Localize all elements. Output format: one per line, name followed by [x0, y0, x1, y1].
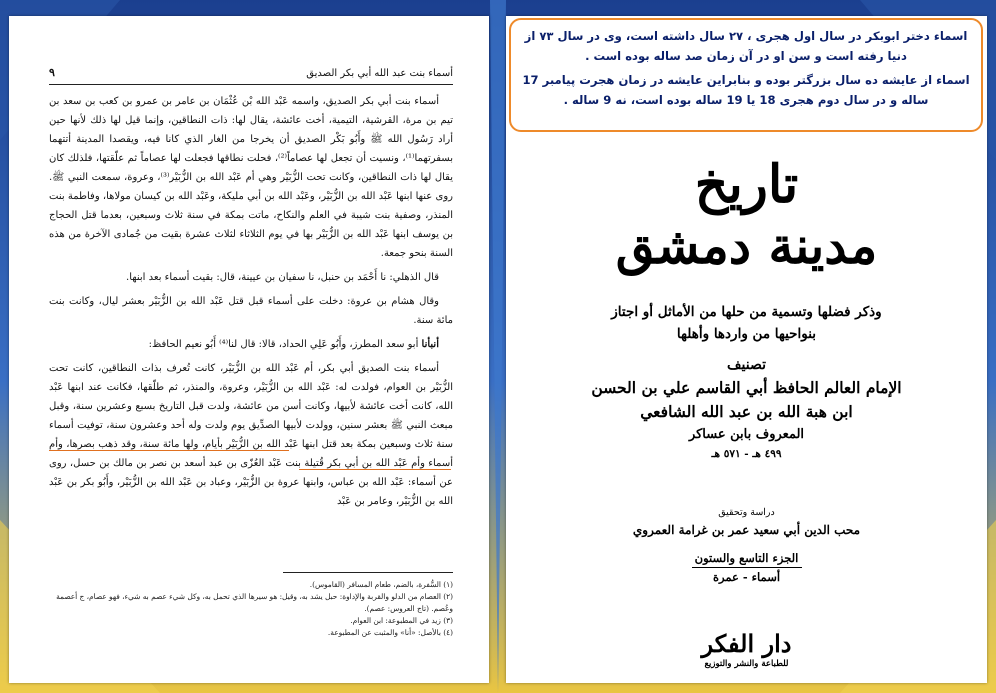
book-title-line-2: مدينة دمشق: [615, 216, 878, 275]
publisher-logo-text: دار الفكر: [701, 629, 792, 658]
page-body-text: [49, 92, 453, 516]
author-block: [536, 354, 957, 462]
editor-block: [546, 506, 947, 540]
note-line-1: اسماء دختر ابوبکر در سال اول هجری ، ۲۷ سال داشته است، وی در سال ۷۳ از دنیا رفته است و سن او در آن زمان صد ساله بوده است .: [524, 29, 968, 63]
author-known-as: المعروف بابن عساكر: [688, 427, 805, 442]
subtitle-line-1: وذكر فضلها وتسمية من حلها من الأماثل أو اجتاز: [611, 304, 882, 320]
author-name-line-1: الإمام العالم الحافظ أبي القاسم علي بن الحسن: [591, 378, 902, 397]
footnotes: [49, 579, 453, 639]
book-cover-page: [506, 16, 987, 683]
author-name-line-2: ابن هبة الله بن عبد الله الشافعي: [640, 402, 853, 421]
subtitle-line-2: بنواحيها من واردها وأهلها: [676, 326, 817, 342]
running-head-title: أسماء بنت عبد الله أبي بكر الصديق: [306, 68, 453, 79]
paragraph-4: أسماء بنت الصديق أبي بكر، أم عَبْد الله بن الزُّبَيْر، كانت تُعرف بذات النطاقين، كانت تحت الزُّبَيْر بن العوام، فولدت له: عَبْد الله بن الزُّبَيْر، وعروة، والمنذر، ثم طلّقها، فكانت عند ابنها عَبْد الله، كانت أخت عائشة لأبيها، وكانت أسن من عائشة، ولدت قبل التاريخ بسبع وعشرين سنة، وقبل مبعث النبي ﷺ بعشر سنين، وولدت لأبيها الصدِّيق يوم ولدت وله أحد وعشرون سنة، توفيت أسماء سنة ثلاث وسبعين بمكة بعد قتل ابنها عَبْد الله بن الزُّبَيْر بأيام، ولها مائة سنة، وقد ذهب بصرها، وأم أسماء وأم عَبْد الله بن أبي بكر قُتيلة بنت عَبْد العُزّى بن عبد أسعد بن نصر بن مالك بن حسل، روى عن أسماء: عَبْد الله بن عباس، وابنها عروة بن الزُّبَيْر، وعباد بن عَبْد الله بن الزُّبَيْر، وأَبُو بكر بن عَبْد الله بن الزُّبَيْر، وعامر بن عَبْد: [49, 363, 453, 507]
footnote-rule: [283, 572, 453, 573]
highlight-underline-2: [299, 469, 451, 470]
note-line-2: اسماء از عایشه ده سال بزرگتر بوده و بنابراین عایشه در زمان هجرت پیامبر 17 ساله و در سال دوم هجری 18 یا 19 ساله بوده است، نه 9 ساله .: [522, 73, 970, 107]
footnote-2: (٢) العصام من الدلو والقربة والإداوة: حبل يشد به، وقيل: هو سيرها الذي تحمل به، وكل شيء عصم به شيء، فهو عصام، ج أعصمة وعُصم. (تاج العروس: عصم).: [56, 592, 453, 613]
running-head: [49, 66, 453, 85]
book-title-line-1: تاريخ: [694, 154, 799, 215]
author-dates: ٤٩٩ هـ - ٥٧١ هـ: [711, 448, 782, 460]
author-label: تصنيف: [727, 357, 766, 373]
highlight-underline-1: [49, 450, 289, 451]
source-line: [49, 335, 453, 354]
page-number: ٩: [49, 66, 55, 79]
footnote-1: (١) السُّفرة، بالضم، طعام المسافر (القاموس).: [309, 580, 453, 589]
source-label: أنبأنا: [421, 339, 439, 350]
footnote-4: (٤) بالأصل: «أنا» والمثبت عن المطبوعة.: [327, 628, 453, 637]
paragraph-2: قال الذهلي: نا أَحْمَد بن حنبل، نا سفيان بن عيينة، قال: بقيت أسماء بعد ابنها.: [126, 272, 439, 283]
publisher-tagline: للطباعة والنشر والتوزيع: [704, 659, 789, 669]
volume-number: الجزء التاسع والستون: [694, 551, 799, 565]
book-page-left: [9, 16, 489, 683]
paragraph-3: وقال هشام بن عروة: دخلت على أسماء قبل قتل عَبْد الله بن الزُّبَيْر بعشر ليال، وكانت بنت مائة سنة.: [49, 296, 453, 326]
annotation-note-box: [509, 18, 983, 132]
book-subtitle: [546, 301, 947, 345]
publisher-block: [626, 630, 867, 670]
volume-range: أسماء - عمرة: [712, 570, 781, 584]
editor-label: دراسة وتحقيق: [718, 507, 775, 518]
paragraph-1: أسماء بنت أبي بكر الصديق، واسمه عَبْد الله بْن عُثْمَان بن عامر بن عمرو بن كعب بن سعد بن تيم بن مرة، القرشية، التيمية، أخت عائشة، يقال لها: ذات النطاقين، وإنما قيل لها ذلك لأنها حين أراد رَسُول الله ﷺ وأَبُو بَكْر الصديق أن يخرجا من الغار الذي كانا فيه، ويقصدا المدينة أتتهما بسفرتهما⁽¹⁾، ونسيت أن تجعل لها عصاماً⁽²⁾، فحلت نطاقها فجعلت لها عصاماً ثم علّقتها، فلذلك كان يقال لها ذات النطاقين، وكانت تحت الزُّبَيْر وهي أم عَبْد الله بن الزُّبَيْر⁽³⁾، وعروة، سمعت النبي ﷺ. روى عنها ابنها عَبْد الله بن الزُّبَيْر، وعَبْد الله بن أبي مليكة، وعَبْد الله بن كيسان مولاها، وفاطمة بنت المنذر، وصفية بنت شيبة في العلم والنكاح، ماتت بمكة في سنة ثلاث وسبعين، بعدما قتل الحجاج بن يوسف ابنها عَبْد الله بن الزُّبَيْر بها في يوم الثلاثاء لثلاث عشرة بقيت من جُمادى الآخرة من هذه السنة بنحو جمعة.: [49, 96, 454, 259]
editor-name: محب الدين أبي سعيد عمر بن غرامة العمروي: [632, 523, 861, 537]
book-title: [506, 154, 987, 276]
volume-block: [626, 550, 867, 585]
footnote-3: (٣) زيد في المطبوعة: ابن العوام.: [350, 616, 453, 625]
source-rest: أبو سعد المطرز، وأَبُو عَلِي الحداد، قالا: قال لنا⁽⁴⁾ أَبُو نعيم الحافظ:: [148, 339, 422, 350]
volume-rule: [692, 567, 802, 568]
